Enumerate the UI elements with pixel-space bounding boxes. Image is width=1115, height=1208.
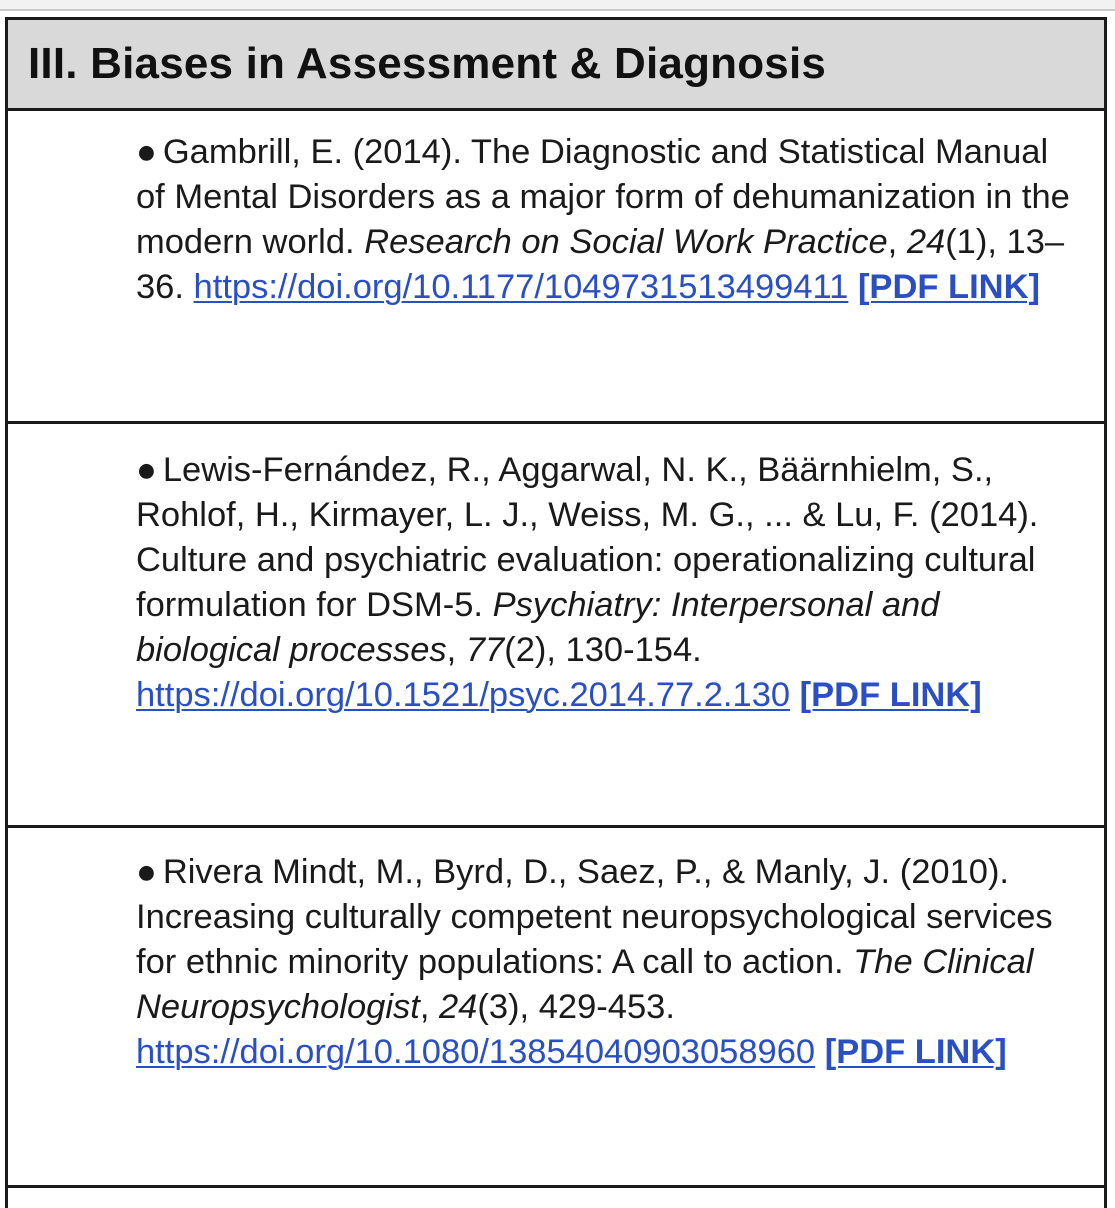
journal-title: Psychiatry: Interpersonal and biological processes (136, 586, 940, 669)
section-title: III. Biases in Assessment & Diagnosis (28, 39, 827, 88)
issue-pages: (2), 130-154. (504, 631, 702, 669)
journal-title: The Clinical Neuropsychologist (136, 943, 1034, 1026)
journal-title: Research on Social Work Practice (364, 223, 888, 261)
reference-text: Rivera Mindt, M., Byrd, D., Saez, P., & Manly, J. (2010). Increasing culturally competent neuropsychological services for ethnic minority populations: A call to action. (136, 853, 1053, 981)
volume: 77 (465, 631, 505, 669)
doi-link[interactable]: https://doi.org/10.1177/1049731513499411 (193, 268, 849, 306)
volume: 24 (906, 223, 946, 261)
top-toolbar-edge (0, 0, 1115, 11)
reference-entry (136, 448, 1080, 718)
reference-row (8, 828, 1104, 1188)
separator: , (419, 988, 439, 1026)
reference-row (8, 111, 1104, 424)
bullet-icon: ● (136, 853, 157, 891)
doi-link[interactable]: https://doi.org/10.1080/13854040903058960 (136, 1033, 816, 1071)
reference-entry (136, 850, 1080, 1075)
pdf-link[interactable]: [PDF LINK] (799, 676, 982, 714)
reference-text: Gambrill, E. (2014). The Diagnostic and Statistical Manual of Mental Disorders as a major form of dehumanization in the modern world. (136, 133, 1070, 261)
next-row-stub (8, 1188, 1104, 1208)
reference-table (5, 17, 1107, 1208)
bullet-icon: ● (136, 451, 157, 489)
issue-pages: (1), 13–​36. (136, 223, 1065, 306)
reference-text: Lewis-Fernández, R., Aggarwal, N. K., Bäärnhielm, S., Rohlof, H., Kirmayer, L. J., Weiss, M. G., ... & Lu, F. (2014). Culture and psychiatric evaluation: operationalizing cultural formulation for DSM-5. (136, 451, 1039, 624)
volume: 24 (439, 988, 478, 1026)
separator: , (887, 223, 907, 261)
section-header (8, 17, 1104, 111)
doi-link[interactable]: https://doi.org/10.1521/psyc.2014.77.2.130 (136, 676, 791, 714)
issue-pages: (3), 429-453. (477, 988, 675, 1026)
pdf-link[interactable]: [PDF LINK] (857, 268, 1040, 306)
reference-row (8, 424, 1104, 828)
bullet-icon: ● (136, 133, 157, 171)
separator: , (446, 631, 466, 669)
pdf-link[interactable]: [PDF LINK] (824, 1033, 1007, 1071)
reference-entry (136, 130, 1080, 310)
